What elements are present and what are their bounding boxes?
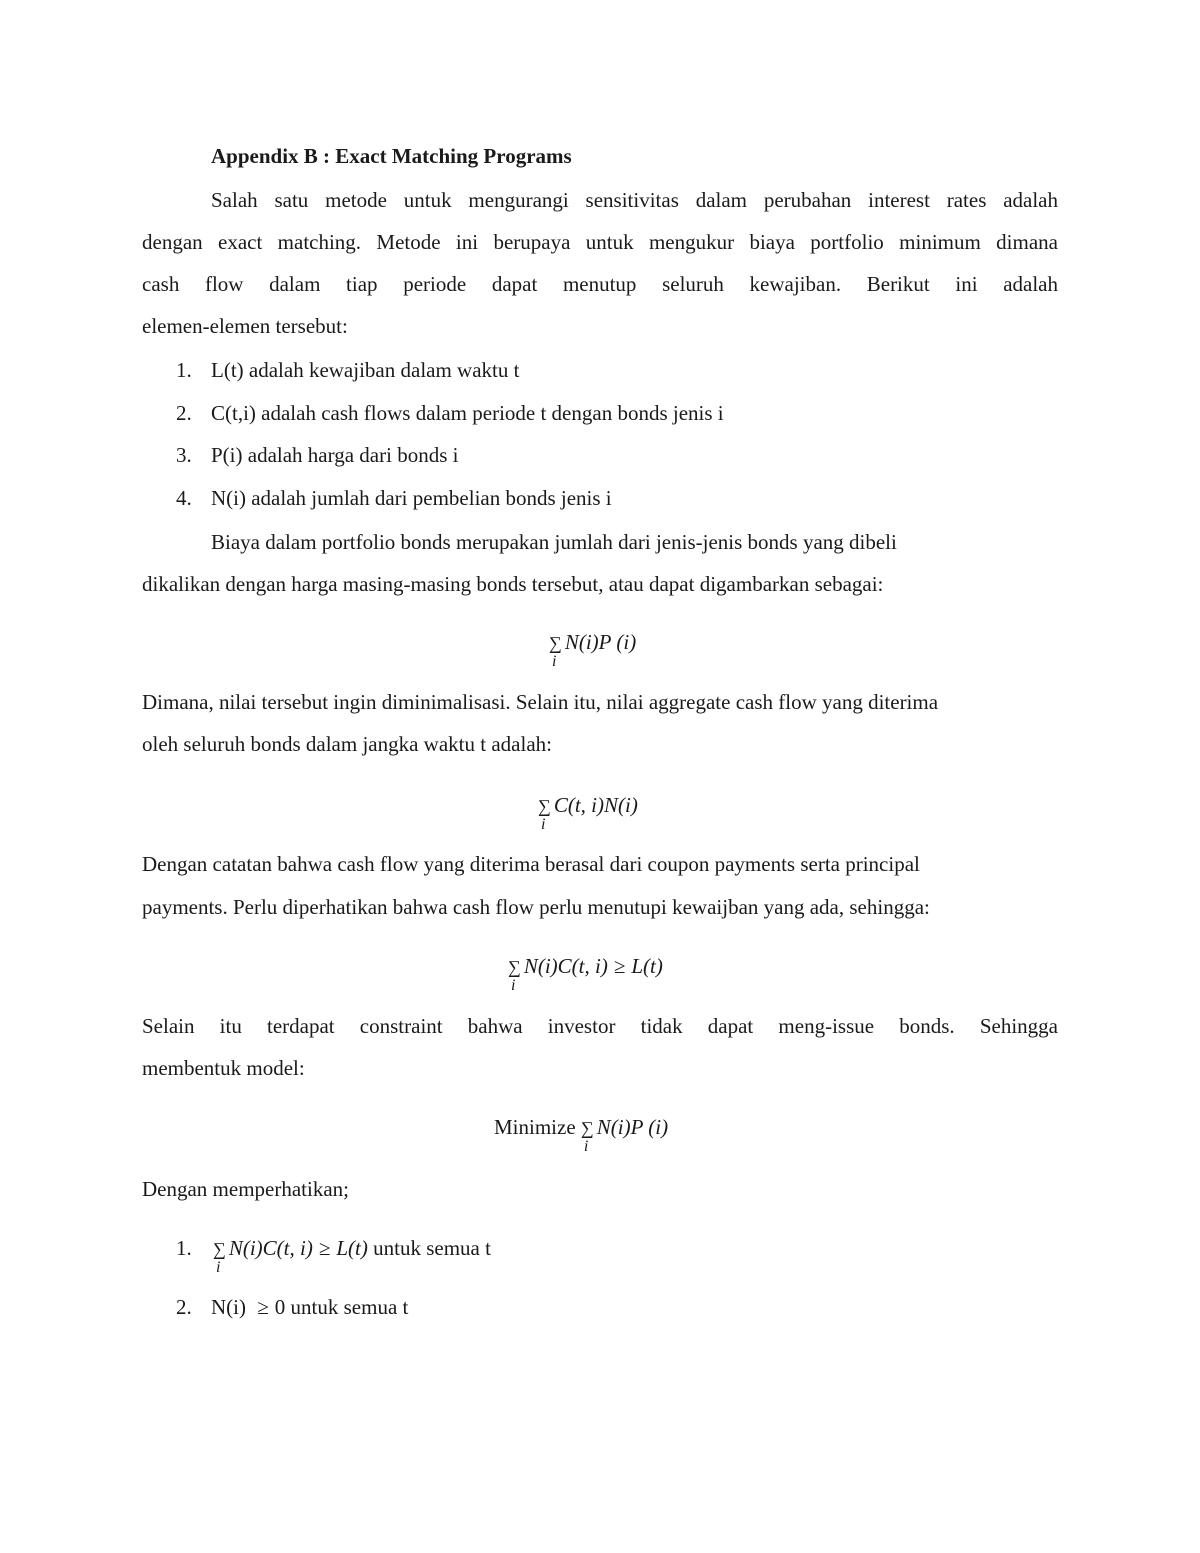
intro-line-2: dengan exact matching. Metode ini berupaya untuk mengukur biaya portfolio minimum dimana — [142, 230, 1058, 254]
condition-number: 1. — [176, 1236, 192, 1260]
summation-symbol: ∑ i — [549, 633, 562, 670]
intro-line-1: Salah satu metode untuk mengurangi sensitivitas dalam perubahan interest rates adalah — [211, 188, 1058, 212]
constraint-line-2: membentuk model: — [142, 1056, 305, 1080]
summation-symbol: ∑ i — [580, 1118, 594, 1155]
equation-term: C(t, i)N(i) — [553, 793, 638, 817]
greater-equal-symbol: ≥ — [257, 1295, 269, 1319]
appendix-title: Appendix B : Exact Matching Programs — [211, 144, 572, 168]
equation-minimize — [494, 1115, 669, 1155]
list-number: 4. — [176, 486, 192, 510]
equation-term: L(t) — [336, 1236, 368, 1260]
cost-line-1: Biaya dalam portfolio bonds merupakan jumlah dari jenis-jenis bonds yang dibeli — [211, 530, 897, 554]
equation-aggregate-cash-flow — [538, 793, 638, 833]
intro-line-4: elemen-elemen tersebut: — [142, 314, 348, 338]
aggregate-line-1: Dimana, nilai tersebut ingin diminimalisasi. Selain itu, nilai aggregate cash flow yang diterima — [142, 690, 939, 714]
note-line-1: Dengan catatan bahwa cash flow yang diterima berasal dari coupon payments serta principal — [142, 852, 920, 876]
minimize-label: Minimize — [494, 1115, 576, 1139]
equation-term: N(i)C(t, i) — [228, 1236, 313, 1260]
condition-2 — [211, 1297, 408, 1318]
condition-suffix: untuk semua t — [373, 1236, 491, 1260]
condition-lhs: N(i) — [211, 1295, 246, 1319]
list-item: N(i) adalah jumlah dari pembelian bonds jenis i — [211, 486, 612, 510]
list-number: 3. — [176, 443, 192, 467]
subject-to-label: Dengan memperhatikan; — [142, 1177, 350, 1201]
condition-rhs: 0 untuk semua t — [274, 1295, 409, 1319]
condition-1 — [213, 1236, 491, 1276]
constraint-line-1: Selain itu terdapat constraint bahwa investor tidak dapat meng-issue bonds. Sehingga — [142, 1014, 1058, 1038]
equation-term: L(t) — [631, 954, 663, 978]
equation-term: N(i)P (i) — [596, 1115, 669, 1139]
equation-term: N(i)C(t, i) — [523, 954, 608, 978]
summation-symbol: ∑ i — [213, 1239, 226, 1276]
intro-line-3: cash flow dalam tiap periode dapat menutup seluruh kewajiban. Berikut ini adalah — [142, 272, 1058, 296]
list-item: L(t) adalah kewajiban dalam waktu t — [211, 358, 520, 382]
cost-line-2: dikalikan dengan harga masing-masing bonds tersebut, atau dapat digambarkan sebagai: — [142, 572, 884, 596]
summation-symbol: ∑ i — [508, 957, 521, 994]
condition-number: 2. — [176, 1295, 192, 1319]
equation-term: N(i)P (i) — [564, 630, 637, 654]
note-line-2: payments. Perlu diperhatikan bahwa cash flow perlu menutupi kewaijban yang ada, sehingga: — [142, 895, 930, 919]
aggregate-line-2: oleh seluruh bonds dalam jangka waktu t adalah: — [142, 732, 552, 756]
greater-equal-symbol: ≥ — [318, 1236, 331, 1260]
list-number: 2. — [176, 401, 192, 425]
list-number: 1. — [176, 358, 192, 382]
equation-liability-constraint — [508, 954, 663, 994]
list-item: C(t,i) adalah cash flows dalam periode t dengan bonds jenis i — [211, 401, 724, 425]
equation-portfolio-cost — [549, 630, 637, 670]
summation-symbol: ∑ i — [538, 796, 551, 833]
greater-equal-symbol: ≥ — [613, 954, 626, 978]
list-item: P(i) adalah harga dari bonds i — [211, 443, 459, 467]
